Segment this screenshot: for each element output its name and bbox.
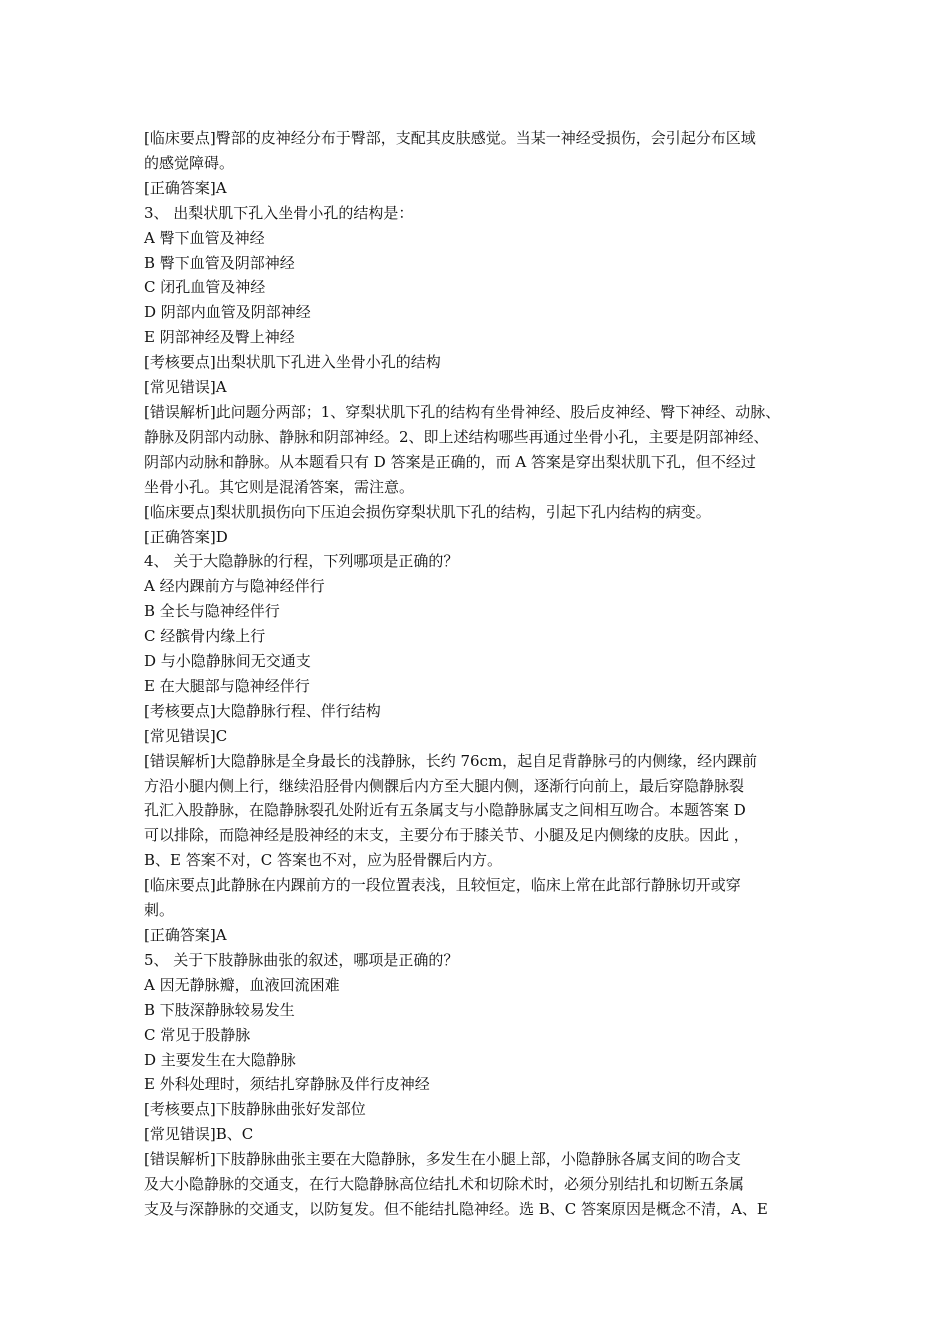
text-line: [常见错误]C: [144, 726, 228, 745]
text-line: B 下肢深静脉较易发生: [144, 1000, 295, 1019]
text-line: [错误解析]大隐静脉是全身最长的浅静脉，长约 76cm，起自足背静脉弓的内侧缘，经内踝前: [144, 751, 758, 770]
text-line: 4、 关于大隐静脉的行程，下列哪项是正确的？: [144, 552, 459, 571]
text-line: 可以排除，而隐神经是股神经的末支，主要分布于膝关节、小腿及足内侧缘的皮肤。因此 ，: [144, 826, 749, 845]
text-line: [错误解析]此问题分两部；1、穿梨状肌下孔的结构有坐骨神经、股后皮神经、臀下神经、动脉、: [144, 402, 781, 421]
text-line: [常见错误]A: [144, 378, 227, 397]
text-line: 及大小隐静脉的交通支，在行大隐静脉高位结扎术和切除术时，必须分别结扎和切断五条属: [144, 1175, 745, 1194]
text-line: B 全长与隐神经伴行: [144, 602, 280, 621]
text-line: A 臀下血管及神经: [144, 228, 265, 247]
text-line: A 因无静脉瓣，血液回流困难: [144, 975, 340, 994]
text-line: 的感觉障碍。: [144, 153, 235, 172]
text-line: D 阴部内血管及阴部神经: [144, 303, 311, 322]
text-line: B、E 答案不对，C 答案也不对，应为胫骨髁后内方。: [144, 851, 502, 870]
text-line: C 经髌骨内缘上行: [144, 627, 266, 646]
text-line: [错误解析]下肢静脉曲张主要在大隐静脉，多发生在小腿上部，小隐静脉各属支间的吻合支: [144, 1150, 741, 1169]
text-line: 刺。: [144, 901, 175, 920]
text-line: 3、 出梨状肌下孔入坐骨小孔的结构是：: [144, 203, 414, 222]
text-line: [常见错误]B、C: [144, 1125, 254, 1144]
text-line: [临床要点]臀部的皮神经分布于臀部，支配其皮肤感觉。当某一神经受损伤，会引起分布区域: [144, 129, 756, 147]
text-line: C 常见于股静脉: [144, 1025, 251, 1044]
text-line: A 经内踝前方与隐神经伴行: [144, 577, 325, 596]
text-line: 支及与深静脉的交通支，以防复发。但不能结扎隐神经。选 B、C 答案原因是概念不清，A、E: [144, 1199, 768, 1218]
text-line: 方沿小腿内侧上行，继续沿胫骨内侧髁后内方至大腿内侧，逐渐行向前上，最后穿隐静脉裂: [144, 776, 745, 795]
text-line: [考核要点]下肢静脉曲张好发部位: [144, 1100, 366, 1119]
text-line: 静脉及阴部内动脉、静脉和阴部神经。2、即上述结构哪些再通过坐骨小孔，主要是阴部神经、: [144, 427, 769, 446]
text-line: [考核要点]大隐静脉行程、伴行结构: [144, 701, 381, 720]
text-line: B 臀下血管及阴部神经: [144, 253, 295, 272]
text-line: E 外科处理时，须结扎穿静脉及伴行皮神经: [144, 1075, 430, 1094]
text-line: [考核要点]出梨状肌下孔进入坐骨小孔的结构: [144, 353, 441, 372]
text-line: [临床要点]此静脉在内踝前方的一段位置表浅，且较恒定，临床上常在此部行静脉切开或穿: [144, 876, 741, 895]
text-line: [正确答案]A: [144, 926, 227, 944]
text-line: [临床要点]梨状肌损伤向下压迫会损伤穿梨状肌下孔的结构，引起下孔内结构的病变。: [144, 502, 711, 521]
text-line: E 在大腿部与隐神经伴行: [144, 676, 310, 695]
text-line: D 主要发生在大隐静脉: [144, 1050, 296, 1069]
text-line: C 闭孔血管及神经: [144, 278, 266, 297]
text-line: [正确答案]A: [144, 178, 227, 197]
text-line: 阴部内动脉和静脉。从本题看只有 D 答案是正确的，而 A 答案是穿出梨状肌下孔，但不经过: [144, 452, 756, 471]
text-line: 孔汇入股静脉，在隐静脉裂孔处附近有五条属支与小隐静脉属支之间相互吻合。本题答案 D: [144, 801, 746, 820]
text-line: E 阴部神经及臀上神经: [144, 328, 295, 347]
document-body: [144, 126, 816, 1222]
text-line: [正确答案]D: [144, 527, 228, 546]
text-line: 坐骨小孔。其它则是混淆答案，需注意。: [144, 477, 415, 496]
text-line: D 与小隐静脉间无交通支: [144, 652, 311, 671]
text-line: 5、 关于下肢静脉曲张的叙述，哪项是正确的？: [144, 950, 459, 969]
